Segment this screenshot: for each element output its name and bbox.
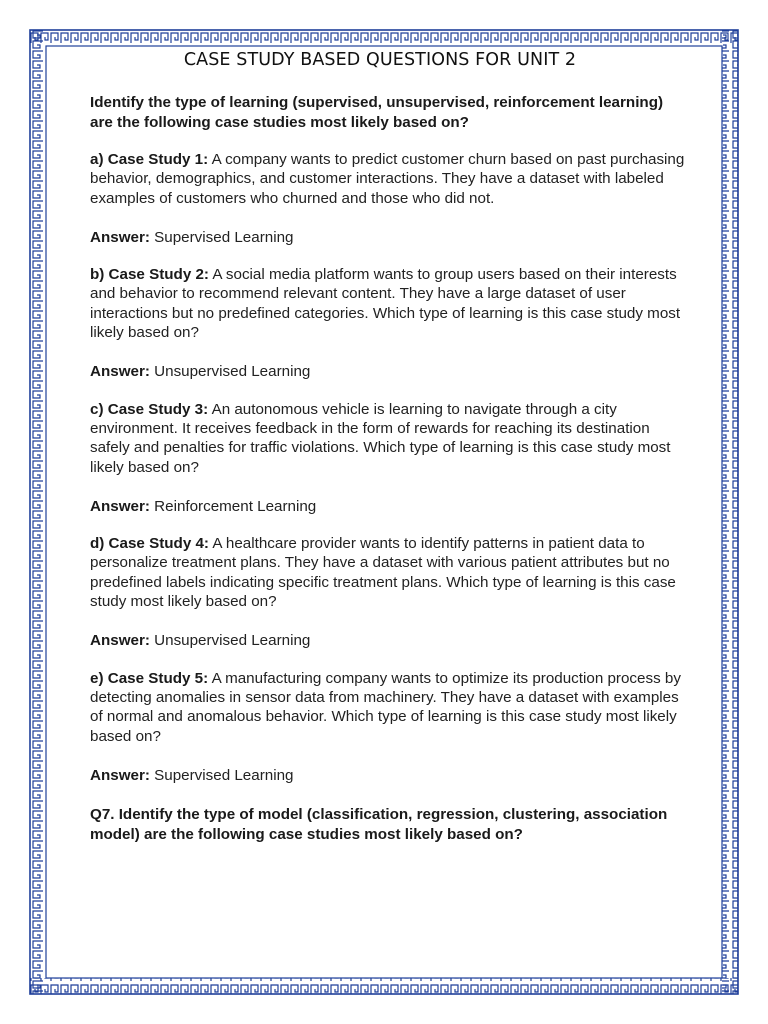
case-study-5-label: e) Case Study 5: xyxy=(90,669,209,687)
answer-4 xyxy=(90,631,690,650)
case-study-1 xyxy=(90,150,690,208)
case-study-2-label: b) Case Study 2: xyxy=(90,266,209,284)
case-study-4 xyxy=(90,534,690,611)
intro-question: Identify the type of learning (supervised, unsupervised, reinforcement learning) are the following case studies most likely based on? xyxy=(90,94,664,131)
answer-5-value: Supervised Learning xyxy=(154,766,294,784)
answer-1-value: Supervised Learning xyxy=(154,228,294,246)
case-study-1-label: a) Case Study 1: xyxy=(90,151,209,168)
page-title: CASE STUDY BASED QUESTIONS FOR UNIT 2 xyxy=(183,50,577,70)
case-study-2-text: A social media platform wants to group users based on their interests and behavior to recommend relevant content. They have a large dataset of user interactions but no predefined categories. Which type of learning is this case study most likely based on? xyxy=(90,266,681,342)
answer-4-value: Unsupervised Learning xyxy=(154,632,311,650)
question-7: Q7. Identify the type of model (classification, regression, clustering, association model) are the following case studies most likely based on? xyxy=(90,806,668,843)
answer-3-value: Reinforcement Learning xyxy=(154,497,317,515)
case-study-2 xyxy=(90,265,690,342)
answer-label: Answer: xyxy=(90,632,150,650)
case-study-4-text: A healthcare provider wants to identify patterns in patient data to personalize treatment plans. They have a dataset with various patient attributes but no predefined labels indicating specific treatment plans. Which type of learning is this case study most likely based on? xyxy=(90,535,676,611)
answer-2-value: Unsupervised Learning xyxy=(154,363,311,381)
case-study-4-label: d) Case Study 4: xyxy=(90,535,209,553)
case-study-3-text: An autonomous vehicle is learning to navigate through a city environment. It receives feedback in the form of rewards for reaching its destination safely and penalties for traffic violations. Which type of learning is this case study most likely based on? xyxy=(90,400,671,476)
case-study-5 xyxy=(90,669,690,746)
case-study-3-label: c) Case Study 3: xyxy=(90,400,209,418)
case-study-3 xyxy=(90,400,690,477)
answer-2 xyxy=(90,362,690,381)
case-study-1-text: A company wants to predict customer churn based on past purchasing behavior, demographics, and customer interactions. They have a dataset with labeled examples of customers who churned and those who did not. xyxy=(90,151,685,207)
answer-label: Answer: xyxy=(90,766,150,784)
answer-1 xyxy=(90,228,690,247)
answer-3 xyxy=(90,497,690,516)
case-study-5-text: A manufacturing company wants to optimize its production process by detecting anomalies in sensor data from machinery. They have a dataset with examples of normal and anomalous behavior. Which type of learning is this case study most likely based on? xyxy=(90,669,681,745)
answer-label: Answer: xyxy=(90,228,150,246)
answer-label: Answer: xyxy=(90,363,150,381)
answer-5 xyxy=(90,766,690,785)
answer-label: Answer: xyxy=(90,497,150,515)
document-body xyxy=(90,50,690,844)
